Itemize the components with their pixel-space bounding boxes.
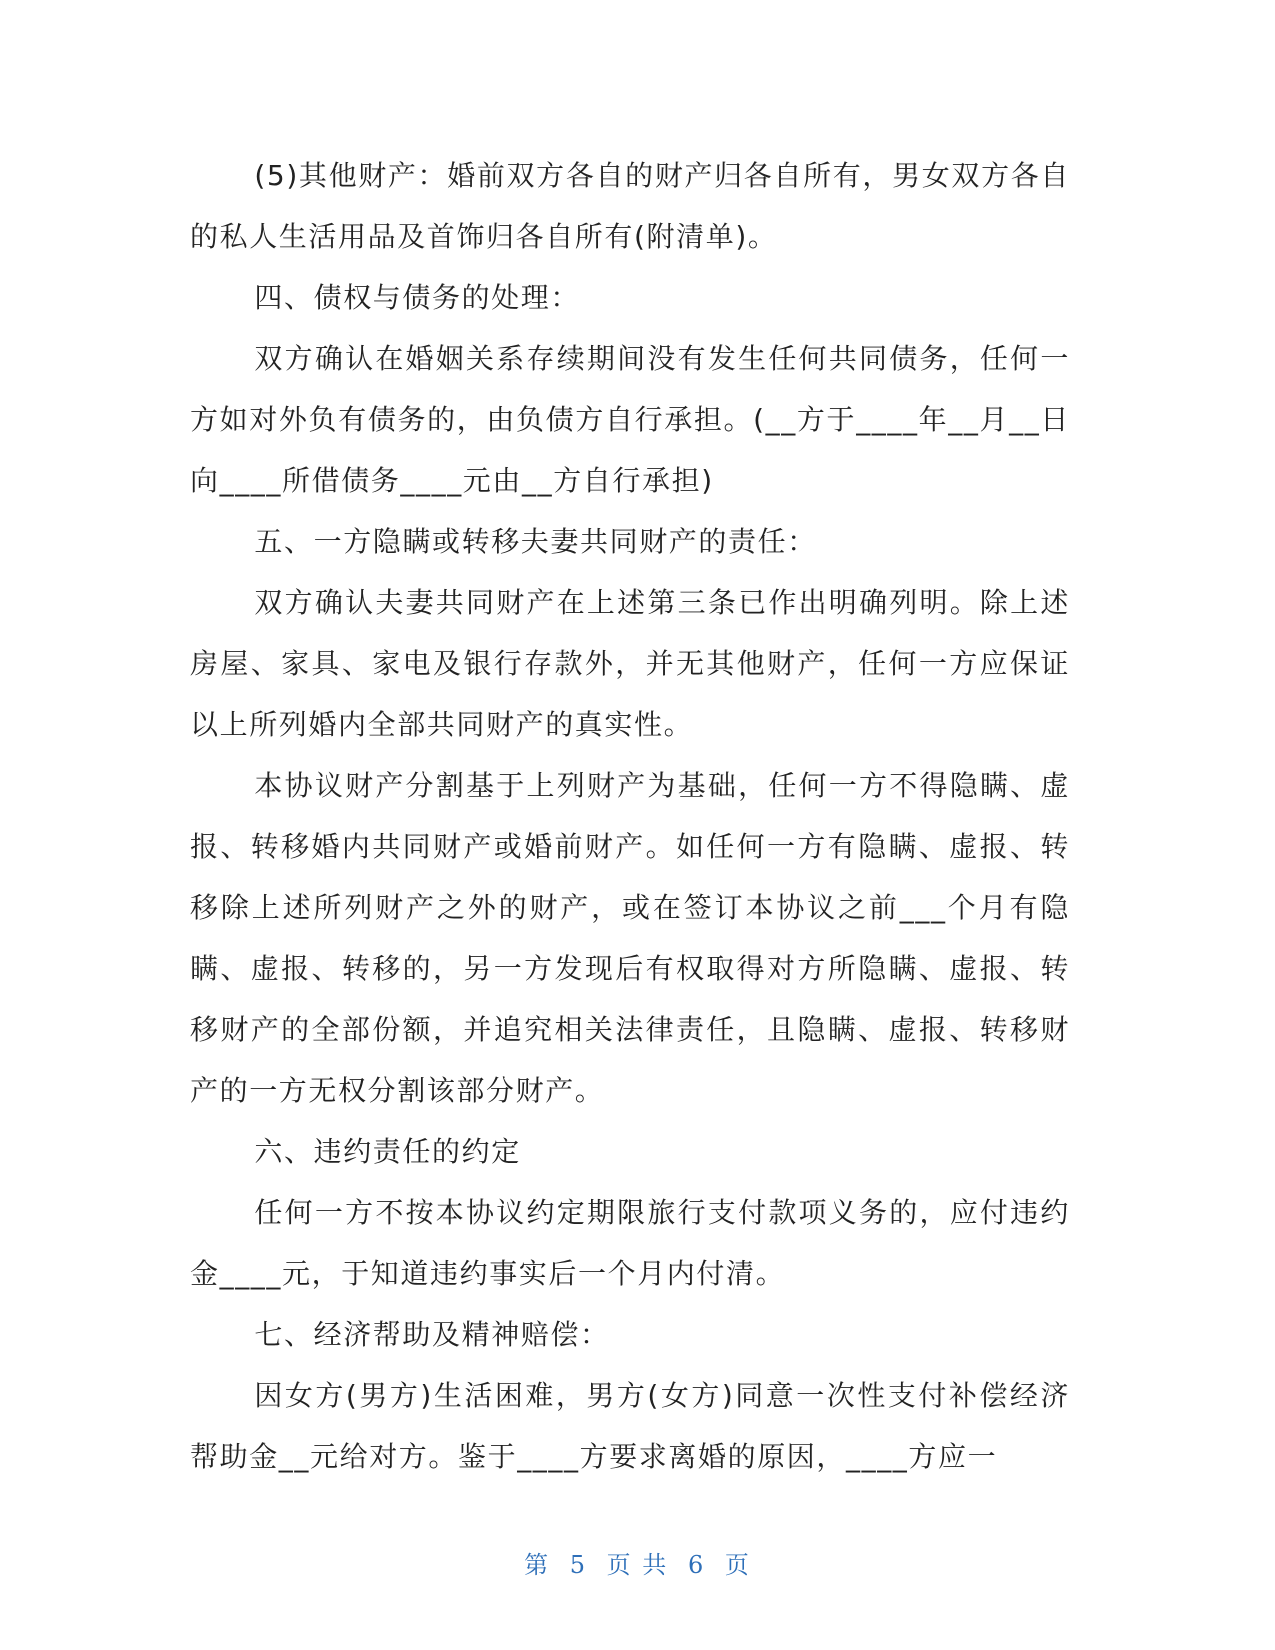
heading-concealment: 五、一方隐瞒或转移夫妻共同财产的责任：: [254, 525, 817, 558]
paragraph-concealment-confirm: 双方确认夫妻共同财产在上述第三条已作出明确列明。除上述房屋、家具、家电及银行存款外，并无其他财产，任何一方应保证以上所列婚内全部共同财产的真实性。: [190, 586, 1070, 741]
page-footer: [0, 1545, 1275, 1580]
paragraph-breach: 任何一方不按本协议约定期限旅行支付款项义务的，应付违约金____元，于知道违约事实后一个月内付清。: [190, 1196, 1070, 1290]
document-body: [190, 145, 1070, 1487]
footer-mid: 页 共: [606, 1551, 669, 1579]
footer-prefix: 第: [524, 1551, 551, 1579]
heading-debts: 四、债权与债务的处理：: [254, 281, 580, 314]
footer-current-page: 5: [569, 1551, 588, 1579]
paragraph-other-property: (5)其他财产：婚前双方各自的财产归各自所有，男女双方各自的私人生活用品及首饰归各自所有(附清单)。: [190, 159, 1070, 253]
heading-compensation: 七、经济帮助及精神赔偿：: [254, 1318, 610, 1351]
paragraph-debts: 双方确认在婚姻关系存续期间没有发生任何共同债务，任何一方如对外负有债务的，由负债方自行承担。(__方于____年__月__日向____所借债务____元由__方自行承担): [190, 342, 1070, 497]
heading-breach: 六、违约责任的约定: [254, 1135, 521, 1168]
footer-total-pages: 6: [687, 1551, 706, 1579]
paragraph-compensation: 因女方(男方)生活困难，男方(女方)同意一次性支付补偿经济帮助金__元给对方。鉴于____方要求离婚的原因，____方应一: [190, 1379, 1070, 1473]
footer-suffix: 页: [724, 1551, 751, 1579]
paragraph-concealment-liability: 本协议财产分割基于上列财产为基础，任何一方不得隐瞒、虚报、转移婚内共同财产或婚前财产。如任何一方有隐瞒、虚报、转移除上述所列财产之外的财产，或在签订本协议之前___个月有隐瞒、虚报、转移的，另一方发现后有权取得对方所隐瞒、虚报、转移财产的全部份额，并追究相关法律责任，且隐瞒、虚报、转移财产的一方无权分割该部分财产。: [190, 769, 1070, 1107]
